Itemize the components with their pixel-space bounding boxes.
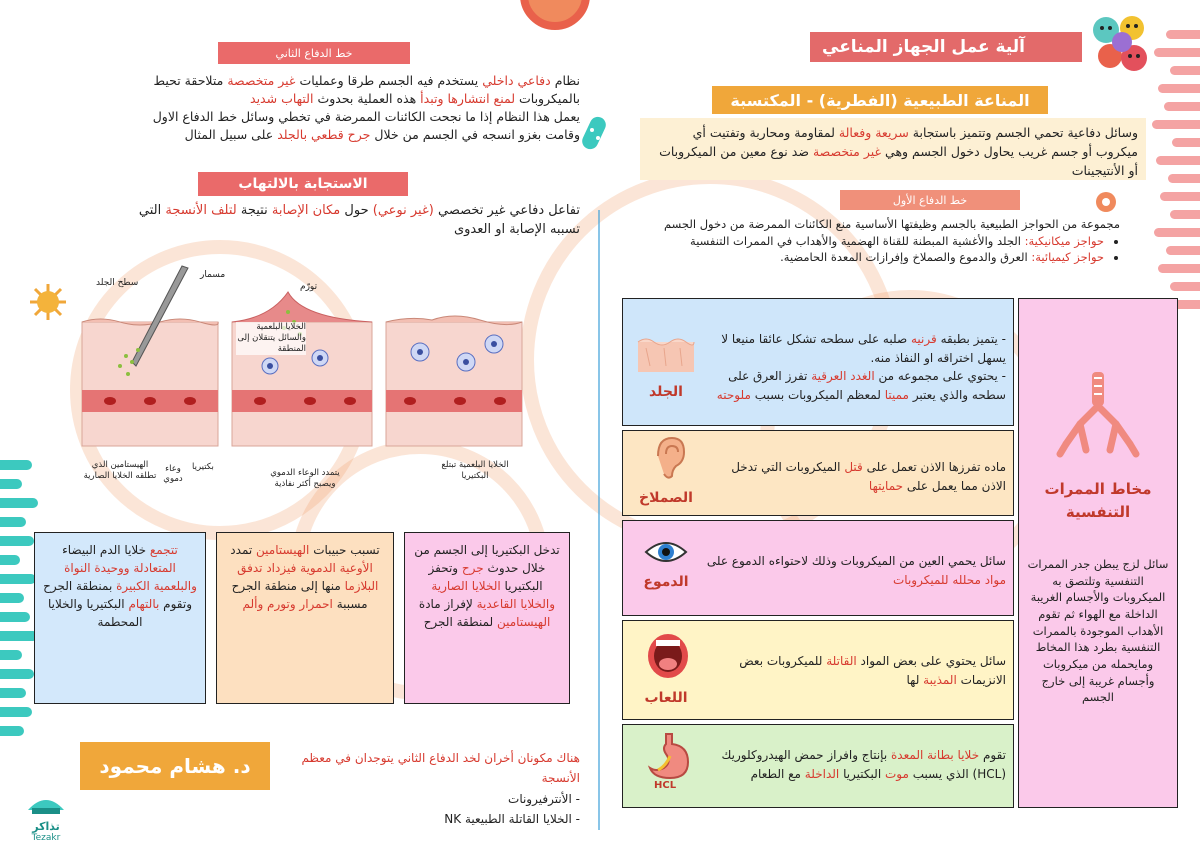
author-name: د. هشام محمود: [80, 742, 270, 790]
bacteria-icon: [578, 110, 612, 156]
main-title: آلية عمل الجهاز المناعي: [810, 32, 1082, 62]
diagram-panel-phagocytosis: [386, 316, 522, 446]
response-box-white-cells: تتجمع خلايا الدم البيضاء المتعادلة ووحيدة النواة والبلعمية الكبيرة بمنطقة الجرح وتقوم بالتهام البكتيريا والخلايا المحطمة: [34, 532, 206, 704]
response-box-bacteria-entry: تدخل البكتيريا إلى الجسم من خلال حدوث جرح وتحفز البكتيريا الخلايا الصارية والخلايا القاعدية لإفراز مادة الهيستامين لمنطقة الجرح: [404, 532, 570, 704]
logo-subtext: Tezakr: [31, 833, 61, 843]
logo-icon: [26, 790, 66, 816]
inflammation-diagram: [80, 262, 560, 452]
mucus-title: مخاط الممرات التنفسية: [1044, 480, 1152, 521]
inflammation-text: تفاعل دفاعي غير تخصصي (غير نوعي) حول مكان الإصابة نتيجة لتلف الأنسجة التي تسببه الإصابة او العدوى: [138, 203, 580, 237]
skin-label: الجلد: [649, 384, 683, 400]
first-line-intro: مجموعة من الحواجز الطبيعية بالجسم وظيفتها الأساسية منع الكائنات الممرضة من دخول الجسم • حواجز ميكانيكية: الجلد والأغشية المبطنة للقناة الهضمية والأهداب في الممرات التنفسية • حواجز كيميائية: العرق والدموع والصملاخ وإفرازات المعدة الحامضية.: [640, 216, 1120, 266]
label-nail: مسمار: [200, 270, 226, 280]
label-phagocytes-move: الخلايا البلعمية والسائل يتنقلان إلى المنطقة: [237, 322, 306, 355]
label-swelling: تورّم: [300, 282, 318, 292]
innate-definition: وسائل دفاعية تحمي الجسم وتتميز باستجابة سريعة وفعالة لمقاومة ومحاربة وتفتيت أي ميكروب أو جسم غريب يحاول دخول الجسم وهي غير متخصصة ضد نوع معين من الميكروبات أو الأنتيجينات: [640, 118, 1146, 180]
germs-icon: [1088, 8, 1150, 80]
lungs-icon: [1056, 370, 1140, 460]
first-line-title: خط الدفاع الأول: [840, 190, 1020, 210]
right-stripes-decoration: [1152, 30, 1200, 330]
diagram-panel-injury: [82, 266, 218, 446]
other-components: هناك مكونان أخران لخد الدفاع الثاني يتوجدان في معظم الأنسجة - الأنترفيرونات - الخلايا القاتلة الطبيعية NK: [301, 751, 580, 827]
ear-text: ماده تفرزها الاذن تعمل على قتل الميكروبات التي تدخل الاذن مما يعمل على حمايتها: [731, 460, 1006, 493]
ear-label: الصملاخ: [639, 490, 693, 506]
eye-label: الدموع: [643, 574, 689, 590]
skin-icon: [636, 332, 696, 374]
mechanical-barriers-item: • حواجز ميكانيكية: الجلد والأغشية المبطنة للقناة الهضمية والأهداب في الممرات التنفسية: [640, 233, 1104, 250]
eye-icon: [644, 538, 688, 566]
label-bacteria: بكتيريا: [192, 462, 214, 472]
label-vessel-expand: يتمدد الوعاء الدموي ويصبح أكثر نفاذية: [270, 468, 340, 490]
response-box-histamine: تسبب حبيبات الهيستامين تمدد الأوعية الدموية فيزداد تدفق البلازما منها إلى منطقة الجرح مسببة احمرار وتورم وألم: [216, 532, 394, 704]
stomach-icon: [642, 732, 694, 782]
diagram-panel-swelling: [232, 292, 372, 446]
label-histamine: الهيستامين الذي تطلقه الخلايا الصارية: [83, 460, 157, 482]
skin-text: - يتميز بطبقه قرنيه صلبه على سطحه تشكل عائقا منيعا لا يسهل اختراقه او النفاذ منه. - يحتوي على مجموعه من الغدد العرقية تفرز العرق على سطحه والذي يعتبر مميتا لمعظم الميكروبات بسبب ملوحته: [716, 332, 1006, 402]
second-line-text: نظام دفاعي داخلي يستخدم فيه الجسم طرقا وعمليات غير متخصصة متلاحقة تحيط بالميكروبات لمنع انتشارها وتبدأ هذه العملية بحدوث التهاب شديد يعمل هذا النظام إذا ما نجحت الكائنات الممرضة في تخطي وسائل خط الدفاع الاول وقامت بغزو انسجه في الجسم من خلال جرح قطعي بالجلد على سبيل المثال: [152, 73, 580, 143]
column-divider: [598, 210, 600, 830]
virus-icon: [1092, 188, 1120, 216]
ear-icon: [652, 436, 686, 480]
second-line-title: خط الدفاع الثاني: [218, 42, 410, 64]
label-vessel: وعاء دموي: [163, 464, 183, 484]
virus-icon: [28, 282, 68, 322]
chemical-barriers-item: • حواجز كيميائية: العرق والدموع والصملاخ وإفرازات المعدة الحامضية.: [640, 249, 1104, 266]
mouth-icon: [646, 632, 690, 680]
mucus-text: سائل لزج يبطن جدر الممرات التنفسية وتلتصق به الميكروبات والأجسام الغريبة الداخلة مع الهواء ثم تقوم الأهداب الموجودة بالممرات التنفسية بطرد هذا المخاط ومايحمله من ميكروبات وأجسام غريبة إلى خارج الجسم: [1027, 557, 1169, 705]
stomach-label: HCL: [654, 780, 677, 791]
top-circle-decoration: [520, 0, 590, 30]
mouth-text: سائل يحتوي على بعض المواد القاتلة للميكروبات بعض الانزيمات المذيبة لها: [739, 654, 1006, 687]
logo: [6, 790, 86, 843]
inflammation-title: الاستجابة بالالتهاب: [198, 172, 408, 196]
innate-immunity-title: المناعة الطبيعية (الفطرية) - المكتسبة: [712, 86, 1048, 114]
label-skin-surface: سطح الجلد: [96, 278, 139, 288]
mouth-label: اللعاب: [644, 690, 688, 706]
eye-text: سائل يحمي العين من الميكروبات وذلك لاحتواءه الدموع على مواد محلله للميكروبات: [706, 554, 1006, 587]
label-phagocytes-eat: الخلايا البلعمية تبتلع البكتيريا: [441, 460, 509, 482]
logo-text: تذاكر: [32, 820, 60, 833]
stomach-text: تقوم خلايا بطانة المعدة بإنتاج وافراز حمض الهيدروكلوريك (HCL) الذي يسبب موت البكتيريا الداخلة مع الطعام: [721, 748, 1006, 781]
